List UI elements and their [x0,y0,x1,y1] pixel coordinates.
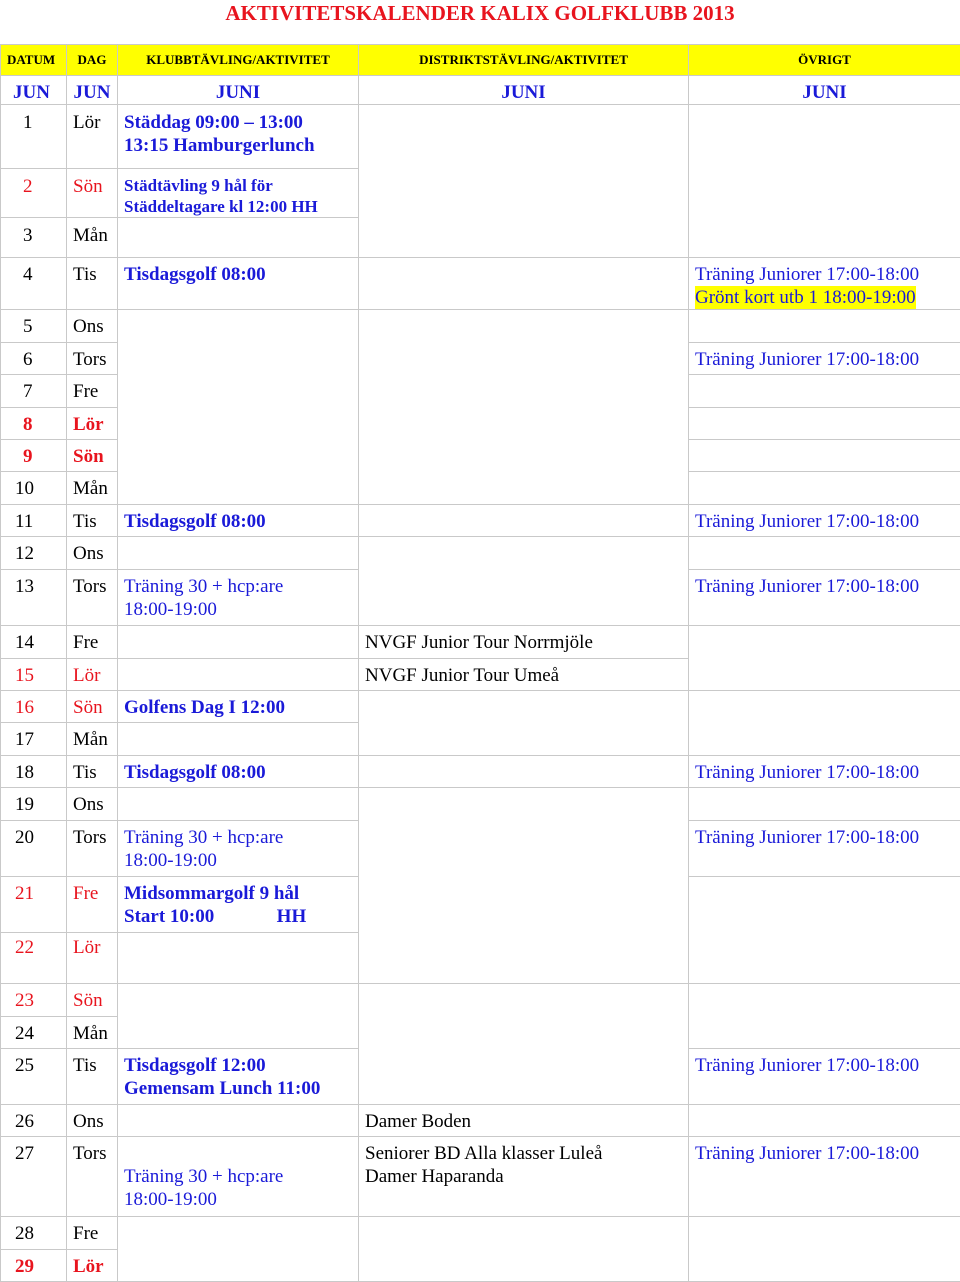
klubb-cell [118,933,359,984]
distrikt-cell [359,537,689,626]
header-dag: DAG [67,45,118,76]
table-row [1,756,960,788]
table-row [1,788,960,821]
day-cell: Fre [67,375,118,408]
date-cell: 26 [1,1105,67,1137]
klubb-cell [118,659,359,691]
date-cell: 12 [1,537,67,570]
klubb-cell [118,1105,359,1137]
distrikt-cell [359,310,689,505]
date-cell: 10 [1,472,67,505]
date-cell: 24 [1,1017,67,1049]
klubb-line: 18:00-19:00 [124,598,358,621]
klubb-line: Midsommargolf 9 hål [124,882,358,905]
day-cell: Ons [67,1105,118,1137]
distrikt-cell [359,1217,689,1282]
klubb-cell: Golfens Dag I 12:00 [118,691,359,723]
ovrigt-cell: Träning Juniorer 17:00-18:00 [689,1049,960,1105]
distrikt-line: Damer Haparanda [365,1165,688,1188]
klubb-line: Träning 30 + hcp:are [124,1165,358,1188]
date-cell: 6 [1,343,67,375]
klubb-line: Träning 30 + hcp:are [124,826,358,849]
day-cell: Ons [67,537,118,570]
klubb-line: Tisdagsgolf 12:00 [124,1054,358,1077]
ovrigt-cell [689,537,960,570]
start-time: Start 10:00 [124,906,214,927]
day-cell: Mån [67,218,118,258]
ovrigt-cell [689,258,960,310]
ovrigt-cell [689,1105,960,1137]
day-cell: Tis [67,1049,118,1105]
ovrigt-cell: Träning Juniorer 17:00-18:00 [689,756,960,788]
date-cell: 18 [1,756,67,788]
klubb-cell [118,570,359,626]
table-row [1,691,960,723]
date-cell: 22 [1,933,67,984]
day-cell: Lör [67,933,118,984]
date-cell: 8 [1,408,67,440]
distrikt-cell [359,984,689,1105]
klubb-cell [118,1137,359,1217]
day-cell: Lör [67,105,118,169]
ovrigt-cell [689,408,960,440]
month-dag: JUN [67,76,118,105]
ovrigt-cell [689,105,960,258]
date-cell: 17 [1,723,67,756]
header-datum: DATUM [1,45,67,76]
table-row [1,1105,960,1137]
klubb-cell: Tisdagsgolf 08:00 [118,756,359,788]
day-cell: Tis [67,756,118,788]
klubb-cell [118,788,359,821]
klubb-cell [118,1049,359,1105]
klubb-cell [118,537,359,570]
table-row [1,258,960,310]
date-cell: 23 [1,984,67,1017]
klubb-cell [118,1217,359,1282]
klubb-line: Städtävling 9 hål för [124,175,358,196]
month-ovrigt: JUNI [689,76,960,105]
table-row [1,505,960,537]
klubb-cell [118,877,359,933]
day-cell: Tis [67,258,118,310]
day-cell: Lör [67,408,118,440]
day-cell: Mån [67,723,118,756]
date-cell: 2 [1,169,67,218]
klubb-line: Gemensam Lunch 11:00 [124,1077,358,1100]
calendar-table [0,44,960,1282]
klubb-cell [118,310,359,505]
day-cell: Tors [67,343,118,375]
distrikt-cell [359,756,689,788]
header-ovrigt: ÖVRIGT [689,45,960,76]
date-cell: 13 [1,570,67,626]
klubb-line: Städdag 09:00 – 13:00 [124,111,358,134]
ovrigt-cell [689,691,960,756]
day-cell: Tis [67,505,118,537]
date-cell: 3 [1,218,67,258]
date-cell: 19 [1,788,67,821]
distrikt-cell [359,258,689,310]
distrikt-cell [359,788,689,984]
table-row [1,537,960,570]
ovrigt-line: Träning Juniorer 17:00-18:00 [695,263,960,286]
ovrigt-cell: Träning Juniorer 17:00-18:00 [689,821,960,877]
day-cell: Ons [67,310,118,343]
klubb-cell [118,626,359,659]
day-cell: Mån [67,1017,118,1049]
date-cell: 27 [1,1137,67,1217]
ovrigt-cell [689,440,960,472]
ovrigt-cell: Träning Juniorer 17:00-18:00 [689,343,960,375]
distrikt-cell [359,105,689,258]
klubb-line: Träning 30 + hcp:are [124,575,358,598]
header-klubb: KLUBBTÄVLING/AKTIVITET [118,45,359,76]
table-row [1,626,960,659]
day-cell: Sön [67,984,118,1017]
klubb-cell: Tisdagsgolf 08:00 [118,505,359,537]
date-cell: 29 [1,1250,67,1282]
klubb-line: 13:15 Hamburgerlunch [124,134,358,157]
klubb-line [124,905,358,928]
distrikt-cell: NVGF Junior Tour Norrmjöle [359,626,689,659]
day-cell: Tors [67,1137,118,1217]
klubb-cell: Tisdagsgolf 08:00 [118,258,359,310]
klubb-cell [118,821,359,877]
ovrigt-cell [689,1217,960,1282]
klubb-cell [118,984,359,1049]
klubb-cell [118,723,359,756]
date-cell: 4 [1,258,67,310]
month-distrikt: JUNI [359,76,689,105]
day-cell: Sön [67,691,118,723]
table-row [1,310,960,343]
distrikt-cell [359,505,689,537]
date-cell: 11 [1,505,67,537]
day-cell: Lör [67,1250,118,1282]
month-klubb: JUNI [118,76,359,105]
ovrigt-line-highlight: Grönt kort utb 1 18:00-19:00 [695,286,916,309]
hh-label: HH [214,905,306,928]
ovrigt-cell: Träning Juniorer 17:00-18:00 [689,1137,960,1217]
day-cell: Ons [67,788,118,821]
month-row [1,76,960,105]
date-cell: 5 [1,310,67,343]
klubb-cell [118,218,359,258]
date-cell: 25 [1,1049,67,1105]
header-distrikt: DISTRIKTSTÄVLING/AKTIVITET [359,45,689,76]
distrikt-cell: NVGF Junior Tour Umeå [359,659,689,691]
date-cell: 14 [1,626,67,659]
date-cell: 16 [1,691,67,723]
klubb-cell [118,105,359,169]
header-row [1,45,960,76]
ovrigt-cell [689,472,960,505]
date-cell: 21 [1,877,67,933]
date-cell: 15 [1,659,67,691]
date-cell: 7 [1,375,67,408]
ovrigt-cell: Träning Juniorer 17:00-18:00 [689,505,960,537]
distrikt-line: Seniorer BD Alla klasser Luleå [365,1142,688,1165]
ovrigt-cell [689,626,960,691]
table-row [1,984,960,1017]
klubb-line: 18:00-19:00 [124,849,358,872]
day-cell: Fre [67,1217,118,1250]
klubb-line: Städdeltagare kl 12:00 HH [124,196,358,217]
day-cell: Sön [67,169,118,218]
ovrigt-cell: Träning Juniorer 17:00-18:00 [689,570,960,626]
distrikt-cell [359,691,689,756]
date-cell: 28 [1,1217,67,1250]
date-cell: 20 [1,821,67,877]
day-cell: Tors [67,821,118,877]
klubb-cell [118,169,359,218]
distrikt-cell [359,1137,689,1217]
day-cell: Lör [67,659,118,691]
ovrigt-cell [689,788,960,821]
ovrigt-cell [689,984,960,1049]
klubb-line: 18:00-19:00 [124,1188,358,1211]
date-cell: 1 [1,105,67,169]
day-cell: Fre [67,877,118,933]
day-cell: Sön [67,440,118,472]
ovrigt-cell [689,877,960,984]
page-title: AKTIVITETSKALENDER KALIX GOLFKLUBB 2013 [0,0,960,26]
day-cell: Tors [67,570,118,626]
table-row [1,1217,960,1250]
ovrigt-cell [689,375,960,408]
table-row [1,1137,960,1217]
distrikt-cell: Damer Boden [359,1105,689,1137]
day-cell: Mån [67,472,118,505]
day-cell: Fre [67,626,118,659]
month-datum: JUN [1,76,67,105]
table-row [1,105,960,169]
ovrigt-cell [689,310,960,343]
date-cell: 9 [1,440,67,472]
